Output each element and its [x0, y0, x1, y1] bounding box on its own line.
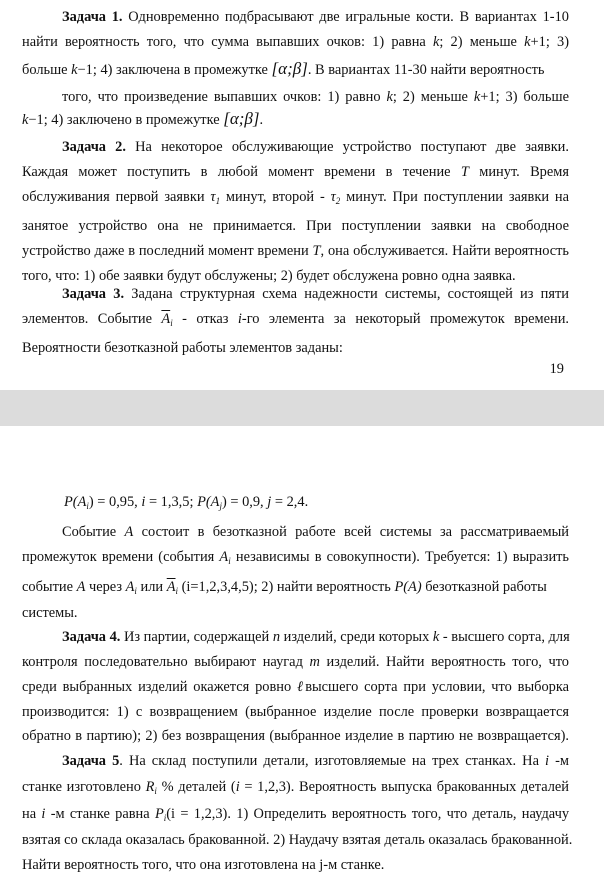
task5-line4: взятая со склада оказалась бракованной. 2) Наудачу взятая деталь оказалась бракованной. [22, 832, 573, 848]
event-line4: системы. [22, 605, 78, 621]
page-gap [0, 390, 604, 426]
task3-label: Задача 3. [62, 286, 125, 302]
task5-line1: Задача 5. На склад поступили детали, изготовляемые на трех станках. На i -м [62, 753, 570, 769]
task1-line2: найти вероятность того, что сумма выпавших очков: 1) равна k; 2) меньше k+1; 3) [22, 34, 569, 50]
task1-line1: Задача 1. Одновременно подбрасывают две игральные кости. В вариантах 1-10 [62, 9, 569, 25]
probability-formula: $P(A_i) = 0,95$, i = 1,3,5; $P(A_j) = 0,9$, j = 2,4. [64, 494, 309, 511]
task4-line2: контроля последовательно выбирают наугад m изделий. Найти вероятность того, что [22, 654, 569, 670]
task1-line3: больше k−1; 4) заключена в промежутке [α;β]. В вариантах 11-30 найти вероятность [22, 59, 545, 78]
event-line1: Событие A состоит в безотказной работе всей системы за рассматриваемый [62, 524, 570, 540]
event-line3: событие A через $A_i$ или $\overline{A}_i$ (i=1,2,3,4,5); 2) найти вероятность P(A) безотказной работы [22, 579, 547, 596]
task5-line3: на i -м станке равна $P_i(i = 1,2,3)$. 1) Определить вероятность того, что деталь, наудачу [22, 806, 570, 823]
page-number: 19 [549, 361, 564, 377]
task1-line4: того, что произведение выпавших очков: 1) равно k; 2) меньше k+1; 3) больше [62, 89, 569, 105]
task2-paragraph: Задача 2. На некоторое обслуживающие устройство поступают две заявки. Каждая может поступить в любой момент времени в течение T минут. Время обслуживания первой заявки $\tau_1$ минут, второй - $\tau_2$ минут. При поступлении заявки на занятое устройство она не принимается. При поступлении заявки на свободное устройство даже в последний момент времени T, она обслуживается. Найти вероятность того, что: 1) обе заявки будут обслужены; 2) будет обслужена ровно одна заявка. [22, 139, 569, 284]
task2-label: Задача 2. [62, 139, 126, 155]
task4-line3: среди выбранных изделий окажется ровно ℓвысшего сорта при условии, что выборка [22, 679, 569, 695]
task4-label: Задача 4. [62, 629, 121, 645]
task4-line1: Задача 4. Из партии, содержащей n изделий, среди которых k - высшего сорта, для [62, 629, 570, 645]
task1-label: Задача 1. [62, 9, 123, 25]
task5-line2: станке изготовлено $R_i$ % деталей (i = 1,2,3). Вероятность выпуска бракованных деталей [22, 779, 569, 796]
task1-line5: k−1; 4) заключено в промежутке [α;β]. [22, 109, 264, 128]
task4-line4: производится: 1) с возвращением (выбранное изделие после проверки возвращается [22, 704, 569, 720]
task5-line5: Найти вероятность того, что она изготовлена на j-м станке. [22, 857, 385, 873]
task5-label: Задача 5 [62, 753, 120, 769]
task4-line5: обратно в партию); 2) без возвращения (выбранное изделие в партию не возвращается). [22, 728, 569, 744]
task3-paragraph: Задача 3. Задана структурная схема надежности системы, состоящей из пяти элементов. Событие $\overline{A}_i$ - отказ i-го элемента за некоторый промежуток времени. Вероятности безотказной работы элементов заданы: [22, 286, 569, 356]
event-line2: промежуток времени (события $A_i$ независимы в совокупности). Требуется: 1) выразить [22, 549, 569, 566]
